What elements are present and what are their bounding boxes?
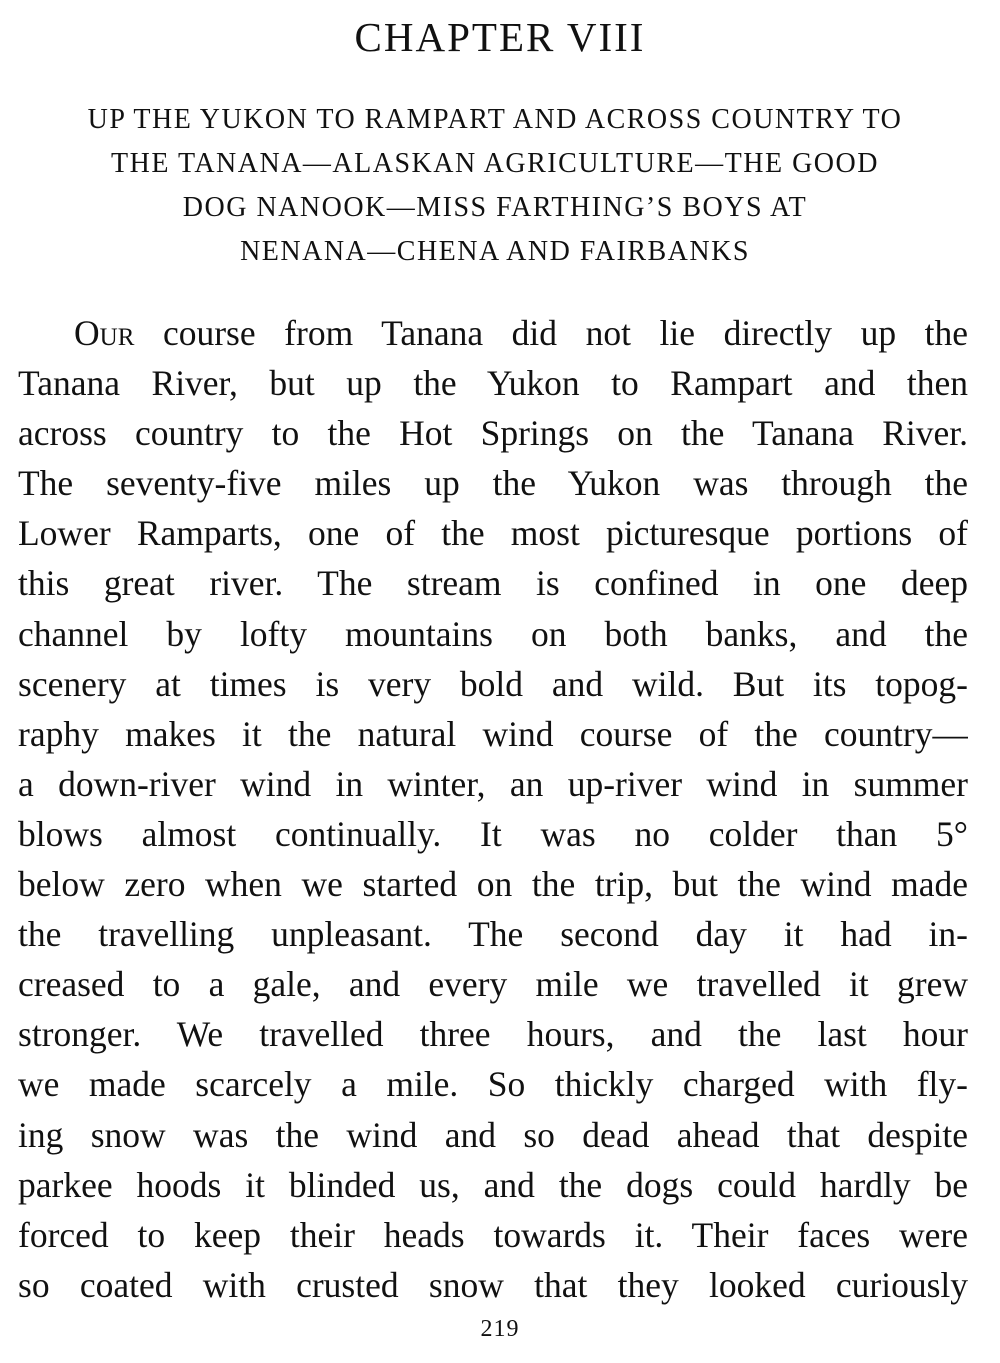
text-line: blows almost continually. It was no colder than 5° xyxy=(18,813,968,854)
text-line: we made scarcely a mile. So thickly charged with fly- xyxy=(18,1064,968,1105)
text-line: so coated with crusted snow that they looked curiously xyxy=(18,1264,968,1305)
text-line: forced to keep their heads towards it. Their faces were xyxy=(18,1214,968,1255)
first-line-text: course from Tanana did not lie directly up the xyxy=(162,313,968,353)
text-line: parkee hoods it blinded us, and the dogs could hardly be xyxy=(18,1164,968,1205)
text-line: Lower Ramparts, one of the most picturesque portions of xyxy=(18,513,968,554)
chapter-title: CHAPTER VIII xyxy=(354,14,646,60)
text-line: scenery at times is very bold and wild. But its topog- xyxy=(18,663,968,704)
text-line: raphy makes it the natural wind course of the country— xyxy=(18,713,968,754)
text-line: a down-river wind in winter, an up-river wind in summer xyxy=(18,763,968,804)
text-line: stronger. We travelled three hours, and the last hour xyxy=(18,1014,968,1055)
text-line: the travelling unpleasant. The second day it had in- xyxy=(18,914,968,955)
text-line: The seventy-five miles up the Yukon was through the xyxy=(18,463,968,504)
text-line: creased to a gale, and every mile we travelled it grew xyxy=(18,964,968,1005)
text-line: Tanana River, but up the Yukon to Rampart and then xyxy=(18,363,968,404)
summary-line: THE TANANA—ALASKAN AGRICULTURE—THE GOOD xyxy=(111,148,879,179)
text-line: across country to the Hot Springs on the Tanana River. xyxy=(18,413,968,454)
text-line: below zero when we started on the trip, but the wind made xyxy=(18,864,968,905)
summary-line: UP THE YUKON TO RAMPART AND ACROSS COUNTRY TO xyxy=(87,104,903,135)
chapter-summary xyxy=(10,98,980,274)
text-line: channel by lofty mountains on both banks, and the xyxy=(18,613,968,654)
text-line: ing snow was the wind and so dead ahead that despite xyxy=(18,1114,968,1155)
summary-line: DOG NANOOK—MISS FARTHING’S BOYS AT xyxy=(182,192,808,223)
text-line: this great river. The stream is confined in one deep xyxy=(18,563,968,604)
opening-word: Our xyxy=(74,313,135,353)
body-paragraph xyxy=(18,308,968,1310)
page-number: 219 xyxy=(480,1316,520,1342)
summary-line: NENANA—CHENA AND FAIRBANKS xyxy=(240,236,750,267)
text-line-first xyxy=(18,308,968,358)
